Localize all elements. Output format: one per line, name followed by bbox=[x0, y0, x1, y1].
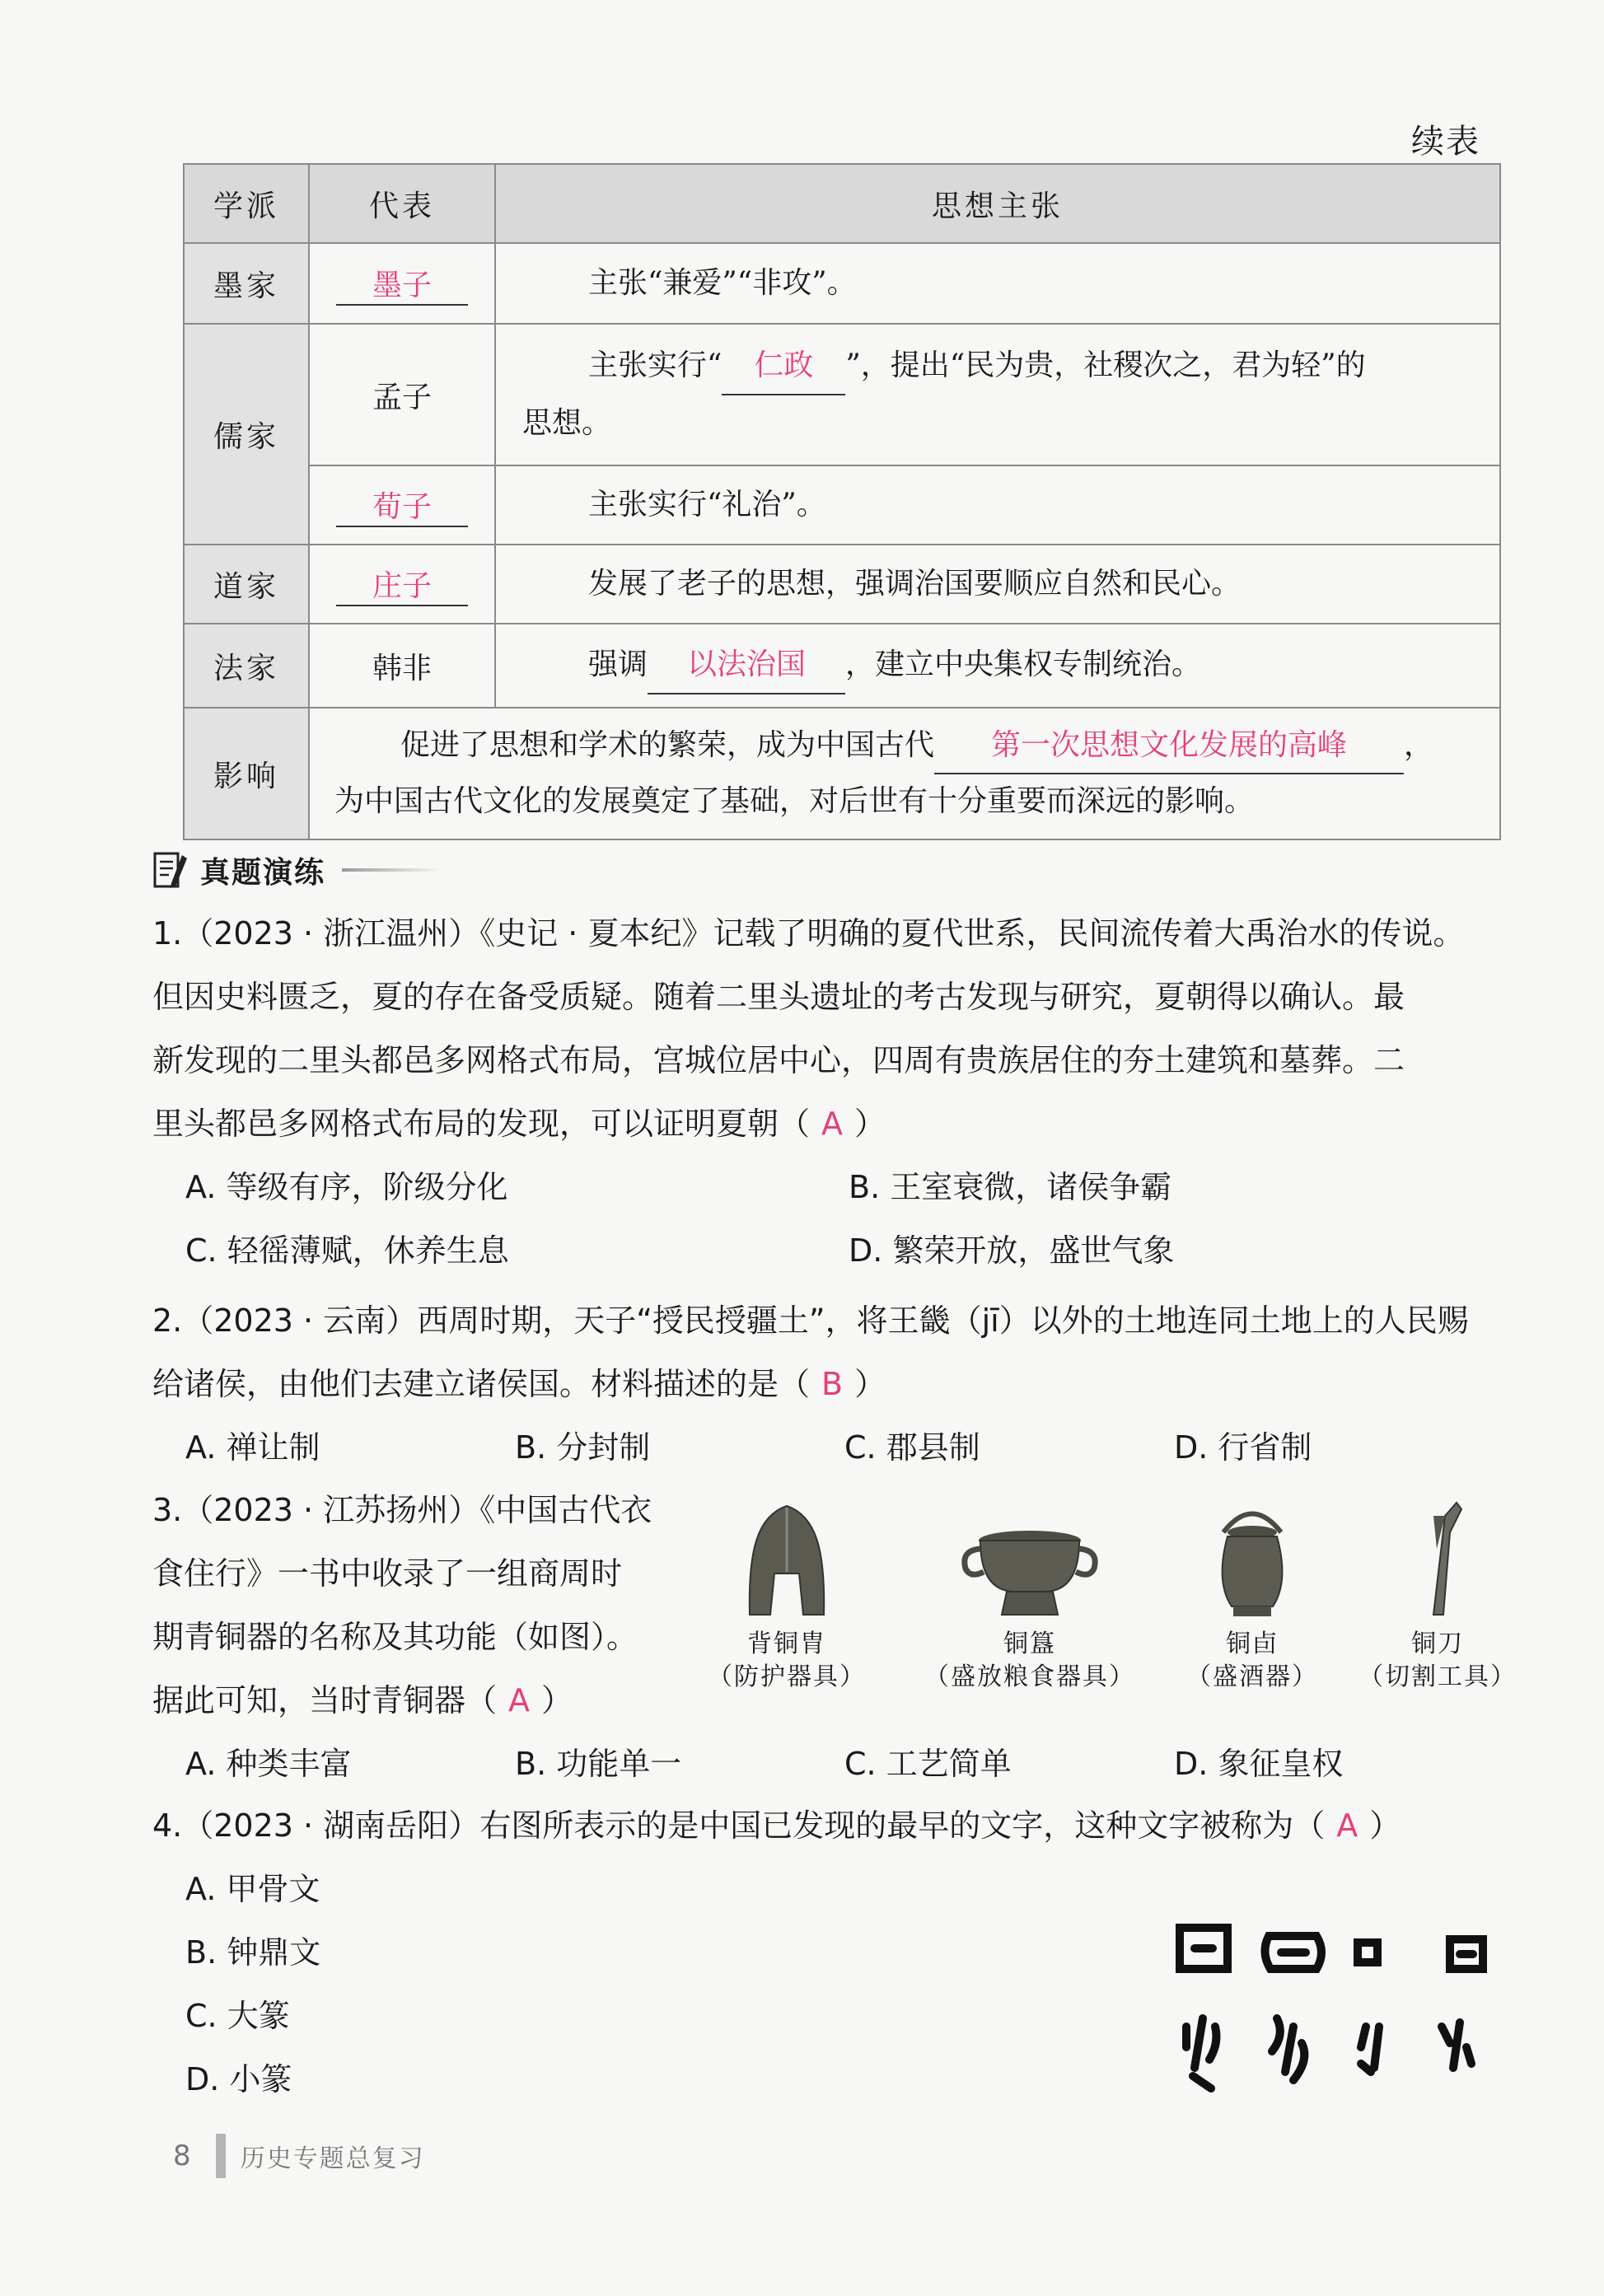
school-confucian: 儒家 bbox=[184, 324, 309, 545]
section-title: 真题演练 bbox=[200, 855, 326, 890]
option-a: A. 等级有序，阶级分化 bbox=[185, 1169, 508, 1205]
option-d: D. 象征皇权 bbox=[1174, 1746, 1344, 1782]
table-row-xunzi bbox=[184, 465, 1500, 545]
question-1 bbox=[152, 902, 1512, 1283]
option-d: D. 小篆 bbox=[185, 2061, 292, 2097]
header-representative: 代表 bbox=[309, 164, 495, 243]
question-3-stem: 3.（2023 · 江苏扬州）《中国古代衣 食住行》一书中收录了一组商周时 期青铜器的名称及其功能（如图）。 据此可知，当时青铜器（ A ） bbox=[152, 1492, 652, 1718]
book-title: 历史专题总复习 bbox=[240, 2144, 425, 2173]
question-2-options bbox=[152, 1416, 1512, 1480]
idea-xunzi: 主张实行“礼治”。 bbox=[588, 488, 826, 521]
option-b: B. 王室衰微，诸侯争霸 bbox=[849, 1169, 1172, 1205]
question-4-answer: A bbox=[1336, 1807, 1358, 1844]
footer-divider bbox=[216, 2134, 226, 2178]
bronze-gui-icon bbox=[956, 1499, 1104, 1623]
table-header-row bbox=[184, 164, 1500, 243]
table-row-taoism bbox=[184, 545, 1500, 624]
question-3-answer: A bbox=[508, 1682, 531, 1718]
question-1-answer: A bbox=[821, 1106, 844, 1142]
continued-label: 续表 bbox=[1411, 123, 1480, 161]
option-a: A. 种类丰富 bbox=[185, 1746, 352, 1782]
school-mohism: 墨家 bbox=[184, 243, 309, 324]
bronze-you-icon bbox=[1207, 1499, 1298, 1623]
option-c: C. 轻徭薄赋，休养生息 bbox=[185, 1232, 509, 1269]
page-number: 8 bbox=[173, 2139, 191, 2172]
influence-label: 影响 bbox=[184, 708, 309, 839]
philosophy-schools-table bbox=[183, 163, 1501, 840]
figure-knife: 铜刀 （切割工具） bbox=[1355, 1499, 1520, 1694]
option-c: C. 工艺简单 bbox=[844, 1746, 1012, 1782]
figure-you: 铜卣 （盛酒器） bbox=[1174, 1499, 1330, 1694]
option-a: A. 禅让制 bbox=[185, 1429, 320, 1466]
notebook-pencil-icon bbox=[152, 849, 189, 891]
question-1-options bbox=[152, 1156, 1512, 1283]
rep-answer-xunzi: 荀子 bbox=[336, 484, 468, 527]
section-header bbox=[152, 849, 441, 891]
option-d: D. 行省制 bbox=[1174, 1429, 1312, 1466]
question-4-stem: 4.（2023 · 湖南岳阳）右图所表示的是中国已发现的最早的文字，这种文字被称为（ A ） bbox=[152, 1807, 1401, 1844]
idea-mencius: 主张实行“ 仁政 ”，提出“民为贵，社稷次之，君为轻”的 思想。 bbox=[495, 324, 1500, 465]
option-b: B. 功能单一 bbox=[515, 1746, 682, 1782]
influence-text: 促进了思想和学术的繁荣，成为中国古代 第一次思想文化发展的高峰 ， 为中国古代文化的发展奠定了基础，对后世有十分重要而深远的影响。 bbox=[309, 708, 1500, 839]
page-footer bbox=[173, 2134, 425, 2178]
idea-legalism: 强调 以法治国 ，建立中央集权专制统治。 bbox=[495, 624, 1500, 708]
idea-taoism: 发展了老子的思想，强调治国要顺应自然和民心。 bbox=[588, 567, 1242, 601]
header-school: 学派 bbox=[184, 164, 309, 243]
question-2-answer: B bbox=[821, 1366, 844, 1402]
option-c: C. 大篆 bbox=[185, 1998, 290, 2034]
table-row-legalism bbox=[184, 624, 1500, 708]
idea-mohism: 主张“兼爱”“非攻”。 bbox=[588, 266, 857, 300]
figure-helmet: 背铜胄 （防护器具） bbox=[704, 1499, 869, 1694]
rep-mencius: 孟子 bbox=[309, 324, 495, 465]
question-3-options bbox=[152, 1733, 1512, 1796]
school-taoism: 道家 bbox=[184, 545, 309, 624]
helmet-icon bbox=[733, 1499, 840, 1623]
option-b: B. 钟鼎文 bbox=[185, 1934, 321, 1971]
table-row-influence bbox=[184, 708, 1500, 839]
bronze-figures bbox=[704, 1499, 1520, 1722]
bronze-knife-icon bbox=[1409, 1499, 1466, 1623]
table-row-mencius bbox=[184, 324, 1500, 465]
oracle-bone-script-icon bbox=[1170, 1903, 1516, 2101]
question-2 bbox=[152, 1289, 1512, 1480]
option-c: C. 郡县制 bbox=[844, 1429, 980, 1466]
question-2-stem: 2.（2023 · 云南）西周时期，天子“授民授疆土”，将王畿（jī）以外的土地连同土地上的人民赐 给诸侯，由他们去建立诸侯国。材料描述的是（ B ） bbox=[152, 1302, 1469, 1402]
question-1-stem: 1.（2023 · 浙江温州）《史记 · 夏本纪》记载了明确的夏代世系，民间流传着大禹治水的传说。 但因史料匮乏，夏的存在备受质疑。随着二里头遗址的考古发现与研究，夏朝得以确认。最 新发现的二里头都邑多网格式布局，宫城位居中心，四周有贵族居住的夯土建筑和墓葬。二 里头都邑多网格式布局的发现，可以证明夏朝（ A ） bbox=[152, 915, 1465, 1142]
header-idea: 思想主张 bbox=[495, 164, 1500, 243]
rep-answer-zhuangzi: 庄子 bbox=[336, 563, 468, 606]
option-a: A. 甲骨文 bbox=[185, 1871, 320, 1907]
section-divider bbox=[342, 868, 441, 872]
school-legalism: 法家 bbox=[184, 624, 309, 708]
figure-gui: 铜簋 （盛放粮食器具） bbox=[910, 1499, 1149, 1694]
option-d: D. 繁荣开放，盛世气象 bbox=[849, 1232, 1175, 1269]
rep-hanfei: 韩非 bbox=[309, 624, 495, 708]
option-b: B. 分封制 bbox=[515, 1429, 651, 1466]
idea-answer-rule-by-law: 以法治国 bbox=[648, 637, 845, 694]
idea-answer-ren-zheng: 仁政 bbox=[722, 338, 845, 395]
rep-answer-mozi: 墨子 bbox=[336, 262, 468, 306]
table-row-mohism bbox=[184, 243, 1500, 324]
influence-answer: 第一次思想文化发展的高峰 bbox=[934, 718, 1404, 774]
